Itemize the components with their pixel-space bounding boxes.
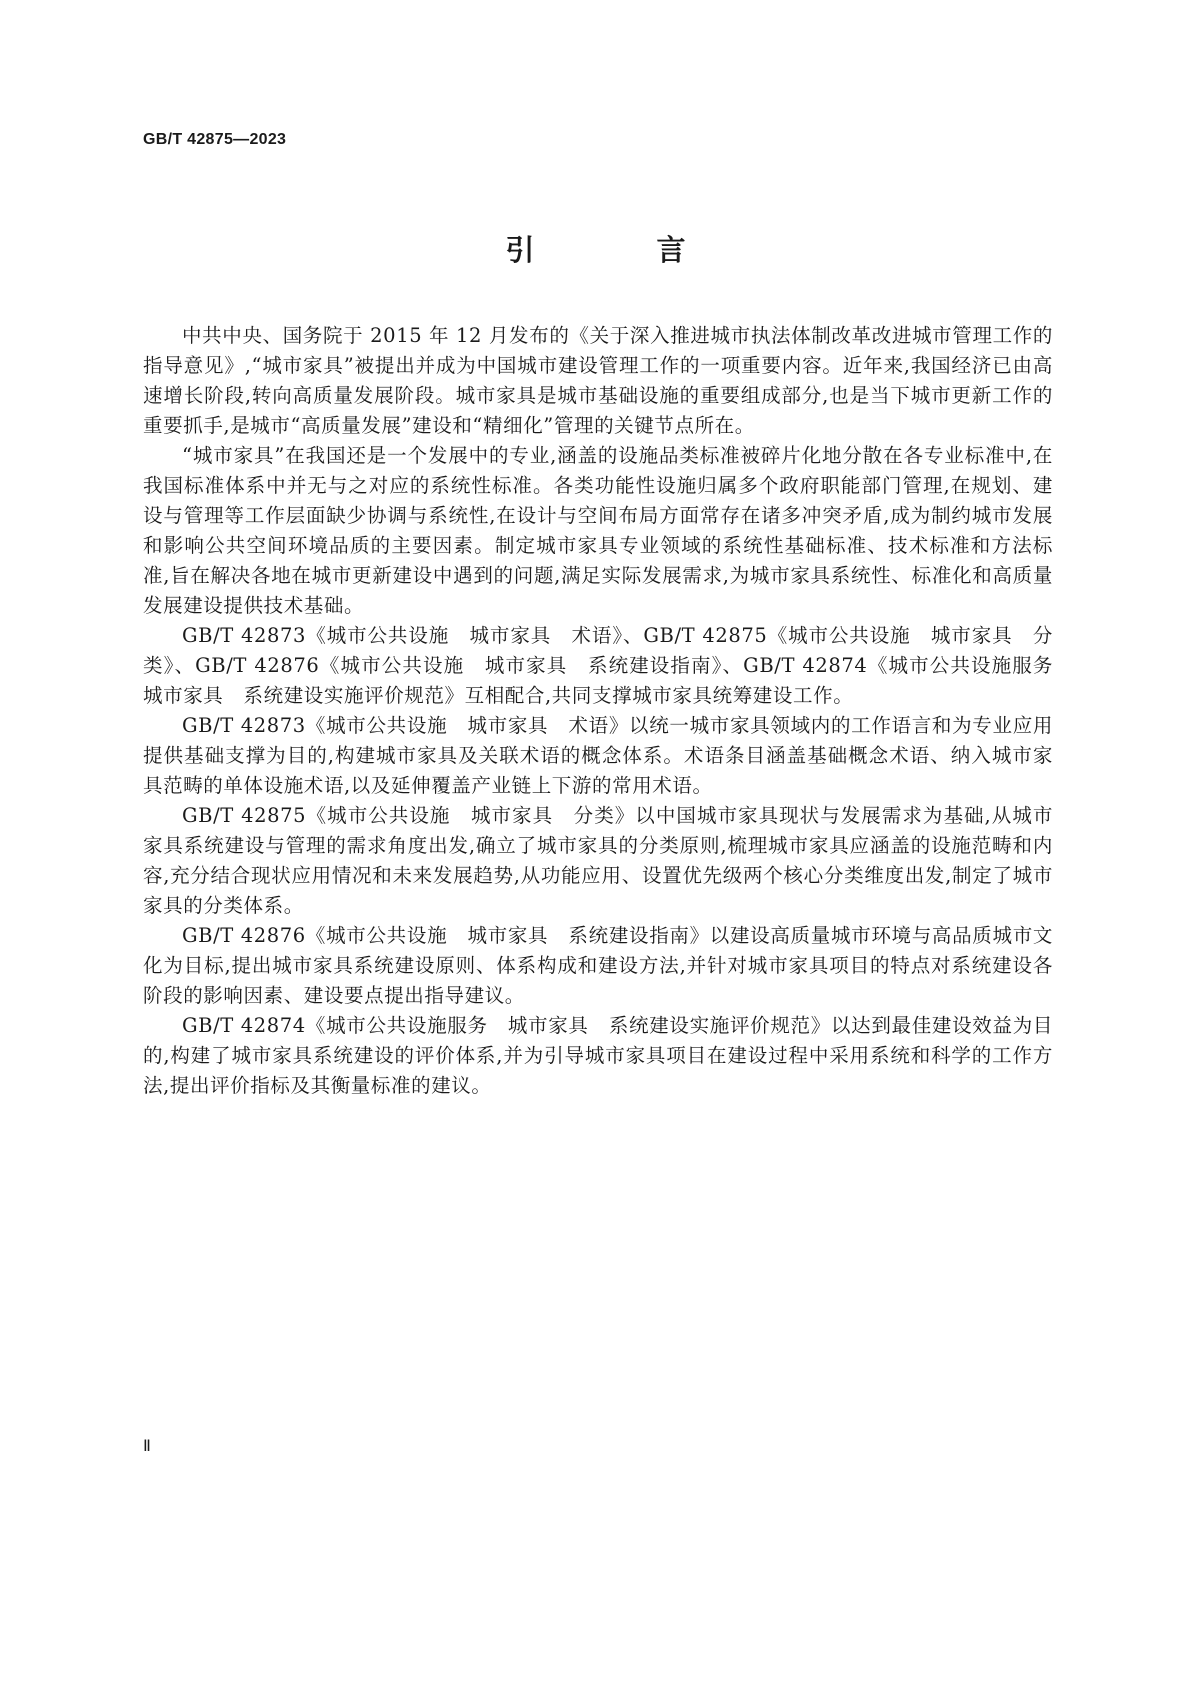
paragraph: GB/T 42875《城市公共设施 城市家具 分类》以中国城市家具现状与发展需求为基础,从城市家具系统建设与管理的需求角度出发,确立了城市家具的分类原则,梳理城市家具应涵盖的设施范畴和内容,充分结合现状应用情况和未来发展趋势,从功能应用、设置优先级两个核心分类维度出发,制定了城市家具的分类体系。	[143, 804, 1053, 917]
paragraph: 中共中央、国务院于 2015 年 12 月发布的《关于深入推进城市执法体制改革改进城市管理工作的指导意见》,“城市家具”被提出并成为中国城市建设管理工作的一项重要内容。近年来,我国经济已由高速增长阶段,转向高质量发展阶段。城市家具是城市基础设施的重要组成部分,也是当下城市更新工作的重要抓手,是城市“高质量发展”建设和“精细化”管理的关键节点所在。	[143, 324, 1053, 437]
paragraph: “城市家具”在我国还是一个发展中的专业,涵盖的设施品类标准被碎片化地分散在各专业标准中,在我国标准体系中并无与之对应的系统性标准。各类功能性设施归属多个政府职能部门管理,在规划、建设与管理等工作层面缺少协调与系统性,在设计与空间布局方面常存在诸多冲突矛盾,成为制约城市发展和影响公共空间环境品质的主要因素。制定城市家具专业领域的系统性基础标准、技术标准和方法标准,旨在解决各地在城市更新建设中遇到的问题,满足实际发展需求,为城市家具系统性、标准化和高质量发展建设提供技术基础。	[143, 444, 1053, 617]
paragraph: GB/T 42873《城市公共设施 城市家具 术语》、GB/T 42875《城市公共设施 城市家具 分类》、GB/T 42876《城市公共设施 城市家具 系统建设指南》、GB/T 42874《城市公共设施服务 城市家具 系统建设实施评价规范》互相配合,共同支撑城市家具统筹建设工作。	[143, 624, 1074, 707]
paragraph: GB/T 42876《城市公共设施 城市家具 系统建设指南》以建设高质量城市环境与高品质城市文化为目标,提出城市家具系统建设原则、体系构成和建设方法,并针对城市家具项目的特点对系统建设各阶段的影响因素、建设要点提出指导建议。	[143, 924, 1053, 1007]
page-number: Ⅱ	[143, 1438, 151, 1455]
standard-code-header: GB/T 42875—2023	[143, 131, 287, 148]
paragraph: GB/T 42874《城市公共设施服务 城市家具 系统建设实施评价规范》以达到最佳建设效益为目的,构建了城市家具系统建设的评价体系,并为引导城市家具项目在建设过程中采用系统和科学的工作方法,提出评价指标及其衡量标准的建议。	[143, 1014, 1053, 1097]
introduction-body	[143, 321, 1074, 1101]
paragraph: GB/T 42873《城市公共设施 城市家具 术语》以统一城市家具领域内的工作语言和为专业应用提供基础支撑为目的,构建城市家具及关联术语的概念体系。术语条目涵盖基础概念术语、纳入城市家具范畴的单体设施术语,以及延伸覆盖产业链上下游的常用术语。	[143, 714, 1053, 797]
page-title: 引 言	[505, 233, 742, 267]
